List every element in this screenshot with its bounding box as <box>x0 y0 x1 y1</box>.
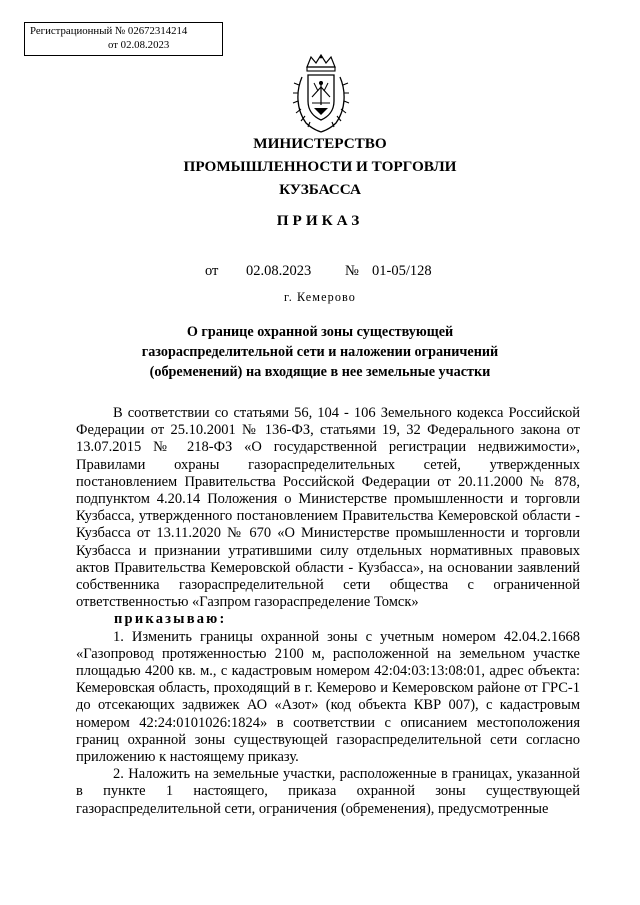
document-number: 01-05/128 <box>372 263 432 279</box>
registration-stamp <box>24 22 223 56</box>
coat-of-arms-icon <box>290 53 352 135</box>
number-prefix: № <box>345 263 359 279</box>
ministry-name-line1: МИНИСТЕРСТВО <box>253 135 387 152</box>
preamble-paragraph: В соответствии со статьями 56, 104 - 106 Земельного кодекса Российской Федерации от 25.10.2001 № 136-ФЗ, статьями 19, 32 Федерального закона от 13.07.2015 № 218-ФЗ «О государственной регистрации недвижимости», Правилами охраны газораспределительных сетей, утвержденных постановлением Правительства Российской Федерации от 20.11.2000 № 878, подпунктом 4.20.14 Положения о Министерстве промышленности и торговли Кузбасса, утвержденного постановлением Правительства Кемеровской области - Кузбасса от 13.11.2020 № 670 «О Министерстве промышленности и торговли Кузбасса и признании утратившими силу отдельных нормативных правовых актов Правительства Кемеровской области - Кузбасса», на основании заявлений собственника газораспределительной сети общества с ограниченной ответственностью «Газпром газораспределение Томск» <box>76 405 580 611</box>
date-prefix: от <box>205 263 219 279</box>
ministry-name-line2: ПРОМЫШЛЕННОСТИ И ТОРГОВЛИ <box>183 158 457 175</box>
document-type: ПРИКАЗ <box>276 212 364 229</box>
item-2-paragraph: 2. Наложить на земельные участки, расположенные в границах, указанной в пункте 1 настоящего, приказа охранной зоны существующей газораспределительной сети, ограничения (обременения), предусмотренные <box>76 766 580 817</box>
item-1-paragraph: 1. Изменить границы охранной зоны с учетным номером 42.04.2.1668 «Газопровод протяженностью 2100 м, расположенной на земельном участке площадью 4200 кв. м., с кадастровым номером 42:04:03:13:08:01, адрес объекта: Кемеровская область, проходящий в г. Кемерово и Кемеровском районе от ГРС-1 до отсекающих задвижек АО «Азот» (код объекта КВР 007), с кадастровым номером 42:24:0101026:1824» в соответствии с описанием местоположения границ охранной зоны существующей газораспределительной сети согласно приложению к настоящему приказу. <box>76 628 580 766</box>
registration-date: от 02.08.2023 <box>108 38 170 51</box>
registration-number: Регистрационный № 02672314214 <box>30 25 188 37</box>
city: г. Кемерово <box>284 290 356 304</box>
document-body <box>76 405 580 818</box>
document-date: 02.08.2023 <box>246 263 312 279</box>
document-title: О границе охранной зоны существующей газораспределительной сети и наложении ограничений (обременений) на входящие в нее земельные участки <box>141 324 499 380</box>
command-word: приказываю: <box>114 611 227 628</box>
ministry-name-line3: КУЗБАССА <box>279 181 361 198</box>
